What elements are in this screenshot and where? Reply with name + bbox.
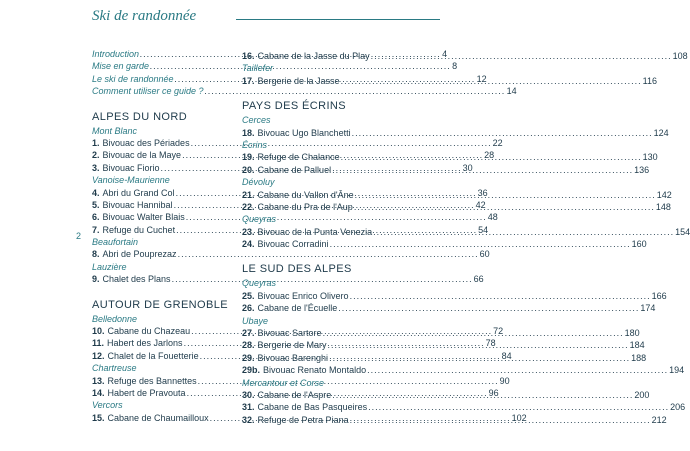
section-heading: PAYS DES ÉCRINS <box>242 100 347 113</box>
toc-entry-title: Bivouac de la Punta Venezia <box>257 226 373 237</box>
toc-entry-number: 28. <box>242 340 255 351</box>
toc-entry-label <box>242 414 349 426</box>
toc-entry[interactable] <box>92 85 517 97</box>
toc-entry-label <box>242 151 340 163</box>
toc-entry-title: Cabane du Pra de l'Aup <box>257 201 353 212</box>
toc-entry-label: Introduction <box>92 49 140 59</box>
toc-entry[interactable] <box>242 50 688 62</box>
region-heading: Mont Blanc <box>92 125 138 136</box>
toc-entry-page: 124 <box>653 127 669 138</box>
title-rule <box>236 19 440 20</box>
section-heading: AUTOUR DE GRENOBLE <box>92 298 228 311</box>
toc-entry-label <box>92 211 185 223</box>
toc-entry-number: 8. <box>92 249 100 260</box>
toc-entry-number: 15. <box>92 412 105 423</box>
leader-dots <box>323 327 624 339</box>
leader-dots <box>328 339 629 351</box>
toc-entry-label <box>242 401 367 413</box>
toc-entry-page: 160 <box>631 239 647 250</box>
toc-entry-label <box>242 327 322 339</box>
toc-entry-page: 4 <box>442 49 448 59</box>
leader-dots <box>341 75 642 87</box>
toc-entry-number: 26. <box>242 303 255 314</box>
toc-entry-page: 54 <box>478 224 489 235</box>
toc-entry-title: Refuge des Bannettes <box>107 375 197 386</box>
toc-entry-label <box>92 350 199 362</box>
toc-entry-label <box>92 387 186 399</box>
toc-entry-title: Bivouac Fiorio <box>102 162 160 173</box>
toc-entry-title: Bergerie de la Jasse <box>257 75 340 86</box>
toc-entry-label <box>242 339 327 351</box>
toc-entry-page: 96 <box>488 387 499 398</box>
toc-entry-number: 18. <box>242 127 255 138</box>
toc-entry-page: 200 <box>634 389 650 400</box>
toc-entry-page: 212 <box>651 414 667 425</box>
toc-entry-title: Chalet de la Fouetterie <box>107 350 199 361</box>
toc-entry-page: 142 <box>656 189 672 200</box>
toc-entry-label: Le ski de randonnée <box>92 73 174 84</box>
toc-entry-title: Bivouac Enrico Olivero <box>257 290 349 301</box>
section-heading: LE SUD DES ALPES <box>242 263 352 276</box>
toc-entry-page: 154 <box>675 226 690 237</box>
toc-entry-label <box>92 187 175 199</box>
toc-entry-page: 188 <box>631 352 647 363</box>
toc-entry-title: Bivouac des Périades <box>102 137 190 148</box>
toc-entry-label <box>92 325 190 337</box>
page-title: Ski de randonnée <box>92 8 197 24</box>
toc-entry-number: 5. <box>92 199 100 210</box>
toc-entry-number: 29b. <box>242 365 261 376</box>
toc-entry-number: 31. <box>242 402 255 413</box>
toc-entry-title: Cabane de Bas Pasqueires <box>257 402 368 413</box>
toc-entry-title: Refuge du Cuchet <box>102 224 176 235</box>
toc-entry-page: 78 <box>485 338 496 349</box>
toc-entry-number: 20. <box>242 164 255 175</box>
region-heading: Cerces <box>242 115 271 126</box>
toc-entry-label <box>92 199 173 211</box>
region-heading: Chartreuse <box>92 363 137 374</box>
toc-entry-page: 72 <box>493 326 504 337</box>
region-heading: Belledonne <box>92 313 138 324</box>
toc-entry-label <box>92 375 197 387</box>
toc-entry-title: Cabane de l'Aspre <box>257 389 332 400</box>
toc-entry-page: 184 <box>629 340 645 351</box>
toc-entry-label <box>242 226 372 238</box>
region-heading: Vanoise-Maurienne <box>92 175 170 186</box>
toc-entry-title: Bivouac Ugo Blanchetti <box>257 127 351 138</box>
toc-entry-label: Mise en garde <box>92 61 150 72</box>
toc-entry-title: Cabane de l'Écuelle <box>257 303 338 314</box>
toc-entry-number: 25. <box>242 290 255 301</box>
toc-entry[interactable] <box>242 290 667 302</box>
toc-entry-number: 2. <box>92 150 100 161</box>
region-heading: Mercantour et Corse <box>242 377 325 388</box>
toc-entry-number: 24. <box>242 239 255 250</box>
toc-entry[interactable] <box>92 248 490 260</box>
toc-entry-number: 10. <box>92 326 105 337</box>
toc-entry-page: 14 <box>506 86 517 97</box>
toc-entry-label <box>92 137 190 149</box>
toc-entry-number: 13. <box>92 375 105 386</box>
toc-entry-label <box>242 189 354 201</box>
toc-entry-page: 28 <box>484 150 495 161</box>
toc-entry-page: 206 <box>670 402 686 413</box>
toc-entry-title: Cabane de Palluel <box>257 164 332 175</box>
toc-entry-number: 9. <box>92 274 100 285</box>
toc-entry-title: Cabane de la Jasse du Play <box>257 51 370 61</box>
toc-entry-page: 108 <box>672 51 688 61</box>
toc-entry-title: Bivouac Sartore <box>257 328 322 339</box>
toc-entry-label <box>242 50 370 62</box>
toc-entry-page: 166 <box>651 290 667 301</box>
toc-entry-page: 194 <box>669 365 685 376</box>
page-number: 2 <box>76 231 82 241</box>
leader-dots <box>373 226 674 238</box>
toc-entry-title: Habert des Jarlons <box>107 338 183 349</box>
toc-entry-number: 29. <box>242 352 255 363</box>
toc-entry-label <box>92 273 171 285</box>
toc-entry-number: 11. <box>92 338 105 349</box>
toc-entry-label <box>92 248 177 260</box>
toc-entry-title: Bivouac Hannibal <box>102 199 173 210</box>
region-heading: Taillefer <box>242 63 274 74</box>
toc-entry-page: 136 <box>634 164 650 175</box>
toc-entry-page: 148 <box>655 201 671 212</box>
region-heading: Écrins <box>242 139 268 150</box>
leader-dots <box>332 389 633 401</box>
toc-entry-title: Chalet des Plans <box>102 274 171 285</box>
toc-entry-title: Refuge de Petra Piana <box>257 414 349 425</box>
toc-entry-label <box>242 75 340 87</box>
toc-entry-label <box>242 238 329 250</box>
toc-entry-page: 90 <box>499 375 510 386</box>
region-heading: Dévoluy <box>242 177 275 188</box>
leader-dots <box>330 238 631 250</box>
toc-entry-label: Comment utiliser ce guide ? <box>92 86 204 97</box>
leader-dots <box>332 164 633 176</box>
leader-dots <box>341 151 642 163</box>
toc-entry-page: 36 <box>477 187 488 198</box>
toc-entry-page: 22 <box>492 137 503 148</box>
toc-entry-page: 48 <box>487 212 498 223</box>
toc-entry-page: 180 <box>624 328 640 339</box>
toc-entry-number: 6. <box>92 212 100 223</box>
leader-dots <box>355 189 656 201</box>
toc-entry-label <box>242 290 349 302</box>
toc-entry-page: 84 <box>501 350 512 361</box>
toc-entry-number: 16. <box>242 51 255 61</box>
toc-entry-title: Abri de Pouprezaz <box>102 249 177 260</box>
region-heading: Vercors <box>92 400 123 411</box>
toc-entry-title: Bivouac de la Maye <box>102 150 182 161</box>
toc-entry-number: 27. <box>242 328 255 339</box>
region-heading: Queyras <box>242 278 277 289</box>
toc-entry-label <box>92 337 183 349</box>
leader-dots <box>354 201 655 213</box>
toc-entry-number: 17. <box>242 75 255 86</box>
leader-dots <box>350 414 651 426</box>
toc-entry-title: Abri du Grand Col <box>102 187 175 198</box>
toc-entry-number: 14. <box>92 387 105 398</box>
toc-entry-number: 12. <box>92 350 105 361</box>
toc-entry-title: Bivouac Barenghi <box>257 352 329 363</box>
leader-dots <box>329 352 630 364</box>
toc-entry-title: Cabane de Chaumailloux <box>107 412 209 423</box>
toc-entry-title: Bivouac Renato Montaldo <box>263 365 367 376</box>
toc-entry-page: 174 <box>640 303 656 314</box>
toc-entry-page: 12 <box>476 73 487 84</box>
toc-entry-label <box>242 389 331 401</box>
region-heading: Beaufortain <box>92 237 139 248</box>
toc-entry-number: 32. <box>242 414 255 425</box>
toc-entry[interactable] <box>242 226 690 238</box>
toc-entry-title: Cabane du Chazeau <box>107 326 191 337</box>
toc-entry-label <box>92 149 181 161</box>
toc-entry-label <box>242 201 353 213</box>
toc-entry-label <box>242 364 366 376</box>
toc-entry-title: Cabane du Vallon d'Âne <box>257 189 354 200</box>
toc-entry-label <box>92 162 160 174</box>
toc-entry-label <box>242 164 331 176</box>
toc-entry-page: 30 <box>462 162 473 173</box>
toc-entry-label <box>242 352 328 364</box>
toc-entry[interactable] <box>242 401 686 413</box>
toc-entry-title: Habert de Pravouta <box>107 387 186 398</box>
toc-entry-page: 42 <box>475 199 486 210</box>
leader-dots <box>367 364 668 376</box>
toc-entry-label <box>242 127 351 139</box>
leader-dots <box>352 127 653 139</box>
toc-entry-number: 23. <box>242 226 255 237</box>
region-heading: Queyras <box>242 214 277 225</box>
toc-entry-number: 30. <box>242 389 255 400</box>
leader-dots <box>338 302 639 314</box>
toc-entry-title: Bergerie de Mary <box>257 340 327 351</box>
toc-entry-number: 22. <box>242 201 255 212</box>
toc-entry-number: 21. <box>242 189 255 200</box>
toc-entry-page: 60 <box>479 249 490 260</box>
toc-entry-title: Bivouac Corradini <box>257 239 329 250</box>
section-heading: ALPES DU NORD <box>92 110 188 123</box>
toc-entry-label <box>92 224 175 236</box>
toc-entry[interactable] <box>242 127 669 139</box>
leader-dots <box>371 50 672 62</box>
toc-entry[interactable] <box>242 364 685 376</box>
toc-entry-number: 7. <box>92 224 100 235</box>
region-heading: Ubaye <box>242 315 269 326</box>
toc-entry-label <box>92 412 209 424</box>
toc-entry-title: Refuge de Chalance <box>257 152 340 163</box>
toc-entry-number: 19. <box>242 152 255 163</box>
toc-entry-title: Bivouac Walter Blais <box>102 212 185 223</box>
toc-entry-page: 102 <box>511 412 527 423</box>
toc-entry-page: 116 <box>642 75 657 86</box>
toc-entry-number: 3. <box>92 162 100 173</box>
region-heading: Lauzière <box>92 261 127 272</box>
leader-dots <box>368 401 669 413</box>
toc-entry[interactable] <box>242 302 656 314</box>
toc-entry[interactable] <box>242 238 647 250</box>
toc-entry-number: 4. <box>92 187 100 198</box>
toc-entry-page: 130 <box>642 152 658 163</box>
toc-entry-page: 8 <box>452 61 458 72</box>
toc-entry-page: 66 <box>473 274 484 285</box>
leader-dots <box>350 290 651 302</box>
toc-entry-label <box>242 302 337 314</box>
toc-entry-number: 1. <box>92 137 100 148</box>
